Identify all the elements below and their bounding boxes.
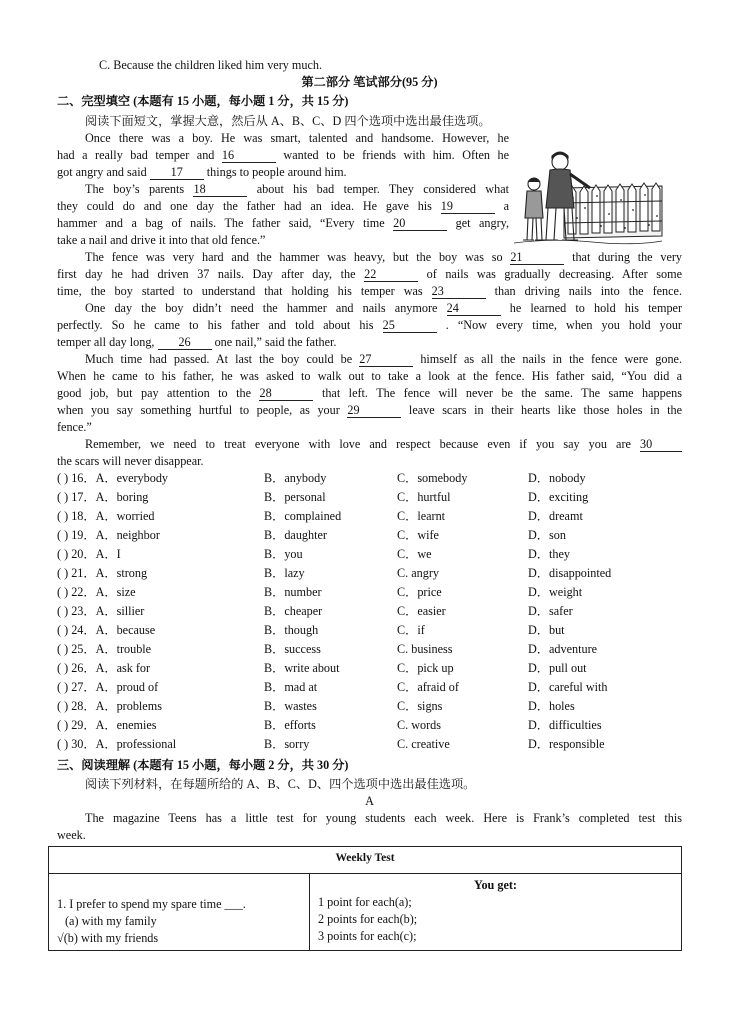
passage-line: perfectly. So he came to his father and told about his 25 . “Now every time, when you hold your xyxy=(57,318,682,332)
question-row[interactable] xyxy=(57,678,682,697)
option-b[interactable]: B．efforts xyxy=(264,718,316,732)
blank-30[interactable]: 30 xyxy=(640,438,682,452)
option-c[interactable]: C．somebody xyxy=(397,471,468,485)
option-b[interactable]: B．cheaper xyxy=(264,604,323,618)
option-b[interactable]: B．personal xyxy=(264,490,326,504)
option-d[interactable]: D．holes xyxy=(528,699,575,713)
question-option-a[interactable]: ( ) 23．A．sillier xyxy=(57,604,145,618)
blank-23[interactable]: 23 xyxy=(432,285,486,299)
question-row[interactable] xyxy=(57,716,682,735)
score-line: 3 points for each(c); xyxy=(318,929,417,943)
option-b[interactable]: B．success xyxy=(264,642,321,656)
option-d[interactable]: D．dreamt xyxy=(528,509,583,523)
passage-line: they could do and one day the father had an idea. He gave his 19 a xyxy=(57,199,509,213)
question-option-a[interactable]: ( ) 19．A．neighbor xyxy=(57,528,160,542)
blank-17[interactable]: 17 xyxy=(150,166,204,180)
question-row[interactable] xyxy=(57,545,682,564)
passage-label: A xyxy=(365,794,374,808)
option-c[interactable]: C. angry xyxy=(397,566,439,580)
option-d[interactable]: D．difficulties xyxy=(528,718,602,732)
option-b[interactable]: B．number xyxy=(264,585,322,599)
passage-line: One day the boy didn’t need the hammer and nails anymore 24 he learned to hold his temper xyxy=(85,301,683,315)
option-b[interactable]: B．anybody xyxy=(264,471,327,485)
question-row[interactable] xyxy=(57,602,682,621)
question-option-a[interactable]: ( ) 30．A．professional xyxy=(57,737,177,751)
score-line: 2 points for each(b); xyxy=(318,912,418,926)
blank-24[interactable]: 24 xyxy=(447,302,501,316)
passage-line: fence.” xyxy=(57,420,92,434)
passage-line: When he came to his father, he was asked to walk out to take a look at the fence. His father said, “You did a xyxy=(57,369,682,383)
option-d[interactable]: D．son xyxy=(528,528,566,542)
passage-line: had a really bad temper and 16 wanted to be friends with him. Often he xyxy=(57,148,510,162)
option-d[interactable]: D．nobody xyxy=(528,471,586,485)
option-c[interactable]: C．wife xyxy=(397,528,439,542)
option-b[interactable]: B．lazy xyxy=(264,566,305,580)
score-line: 1 point for each(a); xyxy=(318,895,412,909)
passage-line: The fence was very hard and the hammer was heavy, but the boy was so 21 that during the very xyxy=(85,250,683,264)
question-row[interactable] xyxy=(57,621,682,640)
question-option-a[interactable]: ( ) 16．A．everybody xyxy=(57,471,169,485)
question-row[interactable] xyxy=(57,697,682,716)
passage-line: got angry and said 17 things to people around him. xyxy=(57,165,347,179)
passage-line: good job, but pay attention to the 28 that left. The fence will never be the same. The same happens xyxy=(57,386,682,400)
option-c[interactable]: C．learnt xyxy=(397,509,446,523)
option-c[interactable]: C．pick up xyxy=(397,661,454,675)
passage-line: hammer and a bag of nails. The father said, “Every time 20 get angry, xyxy=(57,216,509,230)
father-son-fence-illustration xyxy=(512,148,664,246)
passage-line: the scars will never disappear. xyxy=(57,454,204,468)
question-option-a[interactable]: ( ) 27．A．proud of xyxy=(57,680,159,694)
passage-line: Remember, we need to treat everyone with love and respect because even if you say you are 30 xyxy=(57,436,682,453)
option-c[interactable]: C．price xyxy=(397,585,442,599)
blank-29[interactable]: 29 xyxy=(347,404,401,418)
choice-b-checked[interactable]: √(b) with my friends xyxy=(57,931,159,945)
intro-line: The magazine Teens has a little test for young students each week. Here is Frank’s completed test this xyxy=(85,811,682,825)
option-d[interactable]: D．responsible xyxy=(528,737,605,751)
option-d[interactable]: D．disappointed xyxy=(528,566,612,580)
section2-instruction: 阅读下面短文，掌握大意，然后从 A、B、C、D 四个选项中选出最佳选项。 xyxy=(85,114,491,128)
option-d[interactable]: D．weight xyxy=(528,585,583,599)
blank-26[interactable]: 26 xyxy=(158,336,212,350)
option-b[interactable]: B．complained xyxy=(264,509,342,523)
option-c[interactable]: C. words xyxy=(397,718,442,732)
question-row[interactable] xyxy=(57,469,682,488)
option-d[interactable]: D．adventure xyxy=(528,642,598,656)
passage-line: Once there was a boy. He was smart, talented and handsome. However, he xyxy=(85,131,509,145)
table-question: 1. I prefer to spend my spare time ___. xyxy=(57,897,246,911)
question-row[interactable] xyxy=(57,488,682,507)
passage-line: take a nail and drive it into that old fence.” xyxy=(57,233,266,247)
choice-a[interactable]: (a) with my family xyxy=(65,914,157,928)
question-row[interactable] xyxy=(57,735,682,754)
option-c[interactable]: C．easier xyxy=(397,604,446,618)
option-b[interactable]: B．wastes xyxy=(264,699,317,713)
blank-20[interactable]: 20 xyxy=(393,217,447,231)
option-d[interactable]: D．pull out xyxy=(528,661,587,675)
question-row[interactable] xyxy=(57,526,682,545)
intro-line: week. xyxy=(57,828,86,842)
question-option-a[interactable]: ( ) 17．A．boring xyxy=(57,490,149,504)
option-b[interactable]: B．you xyxy=(264,547,303,561)
option-c[interactable]: C．afraid of xyxy=(397,680,459,694)
option-d[interactable]: D．they xyxy=(528,547,570,561)
blank-25[interactable]: 25 xyxy=(383,319,437,333)
question-option-a[interactable]: ( ) 21．A．strong xyxy=(57,566,148,580)
option-d[interactable]: D．but xyxy=(528,623,565,637)
question-option-a[interactable]: ( ) 25．A．trouble xyxy=(57,642,152,656)
blank-28[interactable]: 28 xyxy=(259,387,313,401)
option-c[interactable]: C．we xyxy=(397,547,432,561)
passage-line: when you say something hurtful to people, as your 29 leave scars in their hearts like those holes in the xyxy=(57,403,682,417)
option-d[interactable]: D．exciting xyxy=(528,490,589,504)
section3-instruction: 阅读下列材料，在每题所给的 A、B、C、D、四个选项中选出最佳选项。 xyxy=(85,777,476,791)
score-cell xyxy=(310,874,682,951)
question-option-a[interactable]: ( ) 18．A．worried xyxy=(57,509,155,523)
score-header: You get: xyxy=(474,878,517,892)
question-option-a[interactable]: ( ) 28．A．problems xyxy=(57,699,162,713)
option-b[interactable]: B．though xyxy=(264,623,319,637)
section3-heading: 三、阅读理解 (本题有 15 小题，每小题 2 分，共 30 分) xyxy=(57,758,349,772)
blank-21[interactable]: 21 xyxy=(510,251,564,265)
question-row[interactable] xyxy=(57,507,682,526)
blank-18[interactable]: 18 xyxy=(193,183,247,197)
blank-27[interactable]: 27 xyxy=(359,353,413,367)
blank-16[interactable]: 16 xyxy=(222,149,276,163)
question-cell xyxy=(49,874,310,951)
passage-line: first day he had driven 37 nails. Day after day, the 22 of nails was gradually decreasing. After some xyxy=(57,267,682,281)
option-c[interactable]: C．signs xyxy=(397,699,443,713)
question-option-a[interactable]: ( ) 24．A．because xyxy=(57,623,156,637)
weekly-test-table xyxy=(48,846,682,951)
option-d[interactable]: D．safer xyxy=(528,604,573,618)
question-row[interactable] xyxy=(57,564,682,583)
option-b[interactable]: B．write about xyxy=(264,661,340,675)
part-title: 第二部分 笔试部分(95 分) xyxy=(301,75,438,89)
question-row[interactable] xyxy=(57,640,682,659)
table-title: Weekly Test xyxy=(49,847,682,874)
passage-line: time, the boy started to understand that holding his temper was 23 than driving nails into the fence. xyxy=(57,284,683,298)
question-option-a[interactable]: ( ) 22．A．size xyxy=(57,585,136,599)
option-b[interactable]: B．mad at xyxy=(264,680,318,694)
question-row[interactable] xyxy=(57,583,682,602)
option-b[interactable]: B．sorry xyxy=(264,737,310,751)
option-d[interactable]: D．careful with xyxy=(528,680,608,694)
option-c[interactable]: C．hurtful xyxy=(397,490,451,504)
question-option-a[interactable]: ( ) 29．A．enemies xyxy=(57,718,157,732)
option-c[interactable]: C．if xyxy=(397,623,425,637)
question-option-a[interactable]: ( ) 26．A．ask for xyxy=(57,661,151,675)
passage-line: Much time had passed. At last the boy could be 27 himself as all the nails in the fence were gone. xyxy=(85,352,683,366)
blank-19[interactable]: 19 xyxy=(441,200,495,214)
question-row[interactable] xyxy=(57,659,682,678)
option-c-line: C. Because the children liked him very much. xyxy=(99,58,323,72)
passage-line: The boy’s parents 18 about his bad temper. They considered what xyxy=(85,182,509,196)
section2-heading: 二、完型填空 (本题有 15 小题，每小题 1 分，共 15 分) xyxy=(57,94,349,108)
option-c[interactable]: C. creative xyxy=(397,737,450,751)
option-c[interactable]: C. business xyxy=(397,642,453,656)
option-b[interactable]: B．daughter xyxy=(264,528,327,542)
passage-line: temper all day long, 26 one nail,” said the father. xyxy=(57,335,337,349)
blank-22[interactable]: 22 xyxy=(364,268,418,282)
question-option-a[interactable]: ( ) 20．A．I xyxy=(57,547,121,561)
